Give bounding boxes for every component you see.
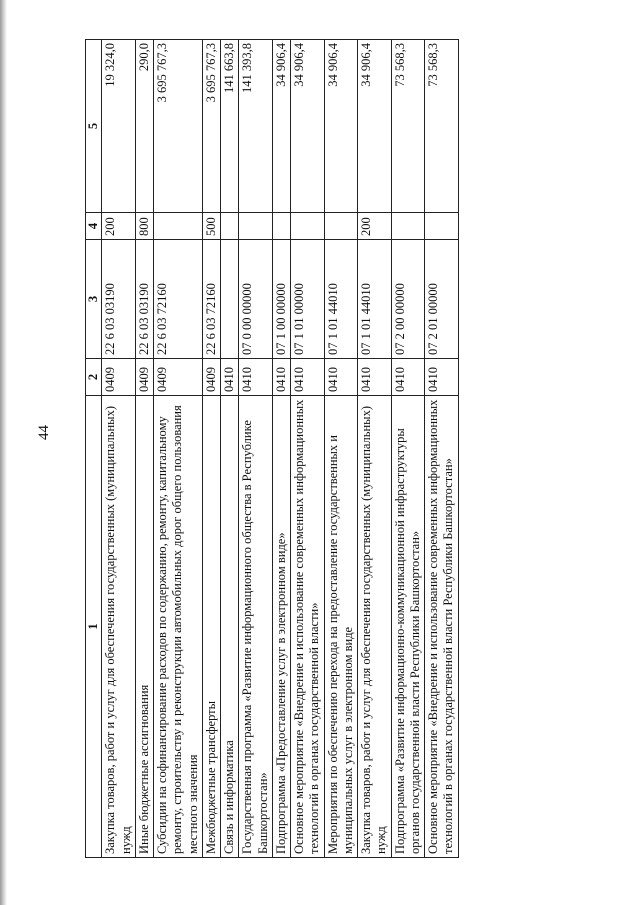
header-col-1: 1 (86, 396, 102, 858)
budget-table-container (85, 40, 595, 858)
row-amount: 34 906,4 (324, 40, 358, 213)
table-row (324, 40, 358, 858)
row-section: 0410 (239, 359, 273, 396)
row-target: 22 6 03 03190 (102, 240, 136, 359)
table-row (202, 40, 220, 858)
header-col-2: 2 (86, 359, 102, 396)
row-section: 0409 (202, 359, 220, 396)
row-target (221, 240, 239, 359)
row-amount: 19 324,0 (102, 40, 136, 213)
row-target: 07 1 00 00000 (272, 240, 290, 359)
row-name: Мероприятия по обеспечению перехода на предоставление государственных и муниципальных услуг в электронном виде (324, 396, 358, 858)
row-section: 0410 (358, 359, 392, 396)
row-name: Связь и информатика (221, 396, 239, 858)
scan-edge (0, 0, 7, 905)
row-amount: 34 906,4 (291, 40, 325, 213)
row-amount: 3 695 767,3 (202, 40, 220, 213)
row-type (324, 213, 358, 240)
row-target: 07 1 01 44010 (324, 240, 358, 359)
row-section: 0410 (391, 359, 425, 396)
row-amount: 34 906,4 (272, 40, 290, 213)
table-row (135, 40, 153, 858)
row-name: Подпрограмма «Развитие информационно-коммуникационной инфраструктуры органов государственной власти Республики Башкортостан» (391, 396, 425, 858)
row-target: 07 1 01 00000 (291, 240, 325, 359)
row-target: 22 6 03 03190 (135, 240, 153, 359)
row-amount: 290,0 (135, 40, 153, 213)
row-name: Межбюджетные трансферты (202, 396, 220, 858)
row-amount: 73 568,3 (425, 40, 459, 213)
table-row (391, 40, 425, 858)
header-col-3: 3 (86, 240, 102, 359)
row-name: Субсидии на софинансирование расходов по содержанию, ремонту, капитальному ремонту, строительству и реконструкции автомобильных дорог общего пользования местного значения (154, 396, 203, 858)
row-target: 22 6 03 72160 (154, 240, 203, 359)
table-row (425, 40, 459, 858)
row-type (221, 213, 239, 240)
row-type: 800 (135, 213, 153, 240)
header-col-5: 5 (86, 40, 102, 213)
row-amount: 141 393,8 (239, 40, 273, 213)
row-amount: 3 695 767,3 (154, 40, 203, 213)
table-row (358, 40, 392, 858)
row-section: 0410 (272, 359, 290, 396)
row-section: 0409 (154, 359, 203, 396)
table-row (291, 40, 325, 858)
table-row (221, 40, 239, 858)
header-row (86, 40, 102, 858)
table-row (154, 40, 203, 858)
row-amount: 141 663,8 (221, 40, 239, 213)
row-amount: 73 568,3 (391, 40, 425, 213)
row-type (272, 213, 290, 240)
row-section: 0409 (102, 359, 136, 396)
row-name: Иные бюджетные ассигнования (135, 396, 153, 858)
row-section: 0409 (135, 359, 153, 396)
row-type: 200 (358, 213, 392, 240)
row-type (239, 213, 273, 240)
row-name: Основное мероприятие «Внедрение и использование современных информационных технологий в органах государственной власти Республики Башкортостан» (425, 396, 459, 858)
row-name: Основное мероприятие «Внедрение и использование современных информационных технологий в органах государственной власти» (291, 396, 325, 858)
row-type: 200 (102, 213, 136, 240)
row-type (154, 213, 203, 240)
row-section: 0410 (291, 359, 325, 396)
table-row (272, 40, 290, 858)
row-type (425, 213, 459, 240)
header-col-4: 4 (86, 213, 102, 240)
row-target: 22 6 03 72160 (202, 240, 220, 359)
row-type (391, 213, 425, 240)
row-target: 07 2 01 00000 (425, 240, 459, 359)
row-amount: 34 906,4 (358, 40, 392, 213)
table-row (239, 40, 273, 858)
row-target: 07 1 01 44010 (358, 240, 392, 359)
row-section: 0410 (425, 359, 459, 396)
page-number: 44 (36, 425, 52, 440)
budget-table (85, 39, 459, 858)
row-type (291, 213, 325, 240)
row-name: Закупка товаров, работ и услуг для обеспечения государственных (муниципальных) нужд (102, 396, 136, 858)
row-section: 0410 (221, 359, 239, 396)
row-target: 07 2 00 00000 (391, 240, 425, 359)
row-name: Государственная программа «Развитие информационного общества в Республике Башкортостан» (239, 396, 273, 858)
row-target: 07 0 00 00000 (239, 240, 273, 359)
row-name: Подпрограмма «Предоставление услуг в электронном виде» (272, 396, 290, 858)
row-section: 0410 (324, 359, 358, 396)
row-type: 500 (202, 213, 220, 240)
row-name: Закупка товаров, работ и услуг для обеспечения государственных (муниципальных) нужд (358, 396, 392, 858)
table-row (102, 40, 136, 858)
